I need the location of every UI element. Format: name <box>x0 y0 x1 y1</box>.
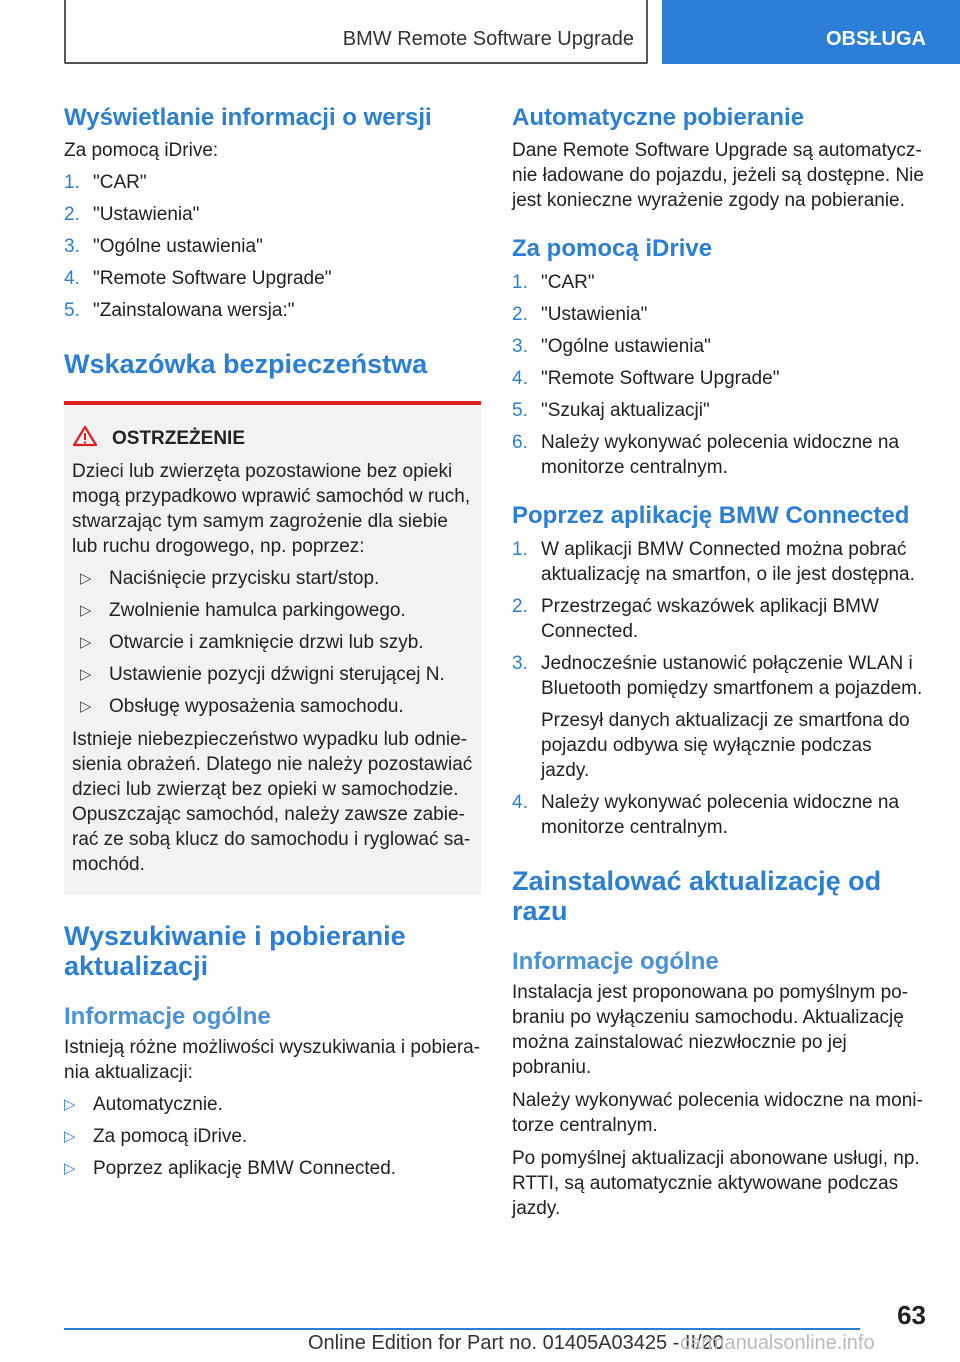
footer-divider <box>64 1328 860 1330</box>
warning-box <box>64 401 481 895</box>
bullet-triangle-icon: ▷ <box>80 666 92 683</box>
bullet-triangle-icon: ▷ <box>80 570 92 587</box>
bullet-triangle-icon: ▷ <box>64 1096 76 1113</box>
list-item: 2. "Ustawienia" <box>64 204 200 225</box>
version-intro: Za pomocą iDrive: <box>64 140 219 161</box>
list-item: 4. "Remote Software Upgrade" <box>64 268 332 289</box>
install-paragraph: Po pomyślnej aktualizacji abonowane usługi, np. RTTI, są automatycznie aktywowane podczas jazdy. <box>512 1148 920 1219</box>
header-title: BMW Remote Software Upgrade <box>342 28 634 50</box>
version-heading: Wyświetlanie informacji o wersji <box>64 104 432 131</box>
list-item: 1. "CAR" <box>64 172 147 193</box>
safety-heading: Wskazówka bezpieczeństwa <box>64 349 428 379</box>
install-subheading: Informacje ogólne <box>512 948 719 975</box>
search-text: Istnieją różne możliwości wyszukiwania i pobierania aktualizacji: <box>64 1037 481 1083</box>
list-item: ▷ Poprzez aplikację BMW Connected. <box>64 1158 397 1179</box>
list-item: ▷ Naciśnięcie przycisku start/stop. <box>80 568 380 589</box>
list-item: 4. Należy wykonywać polecenia widoczne na monitorze centralnym. <box>512 792 900 838</box>
idrive-steps <box>512 270 924 480</box>
search-bullets <box>64 1092 481 1181</box>
list-item: 5. "Szukaj aktualizacji" <box>512 400 710 421</box>
list-item: ▷ Za pomocą iDrive. <box>64 1126 248 1147</box>
list-item: ▷ Zwolnienie hamulca parkingowego. <box>80 600 406 621</box>
list-item: 6. Należy wykonywać polecenia widoczne na monitorze centralnym. <box>512 432 900 478</box>
bullet-triangle-icon: ▷ <box>80 634 92 651</box>
bullet-triangle-icon: ▷ <box>80 698 92 715</box>
idrive-heading: Za pomocą iDrive <box>512 235 713 262</box>
list-item: 3. "Ogólne ustawienia" <box>512 336 711 357</box>
list-item: 1. W aplikacji BMW Connected można pobrać aktualizację na smartfon, o ile jest dostępna. <box>512 539 915 585</box>
section-tab <box>662 0 960 64</box>
bullet-triangle-icon: ▷ <box>80 602 92 619</box>
page-number: 63 <box>897 1300 926 1330</box>
install-paragraph: Należy wykonywać polecenia widoczne na monitorze centralnym. <box>512 1090 923 1136</box>
list-item: 5. "Zainstalowana wersja:" <box>64 300 295 321</box>
bullet-triangle-icon: ▷ <box>64 1160 76 1177</box>
list-item: 3. Jednocześnie ustanowić połączenie WLAN i Bluetooth pomiędzy smartfonem a pojazdem. <box>512 653 923 699</box>
app-steps <box>512 537 924 840</box>
version-steps <box>64 170 481 323</box>
auto-text: Dane Remote Software Upgrade są automatycznie ładowane do pojazdu, jeżeli są dostępne. Nie jest konieczne wyrażenie zgody na pobieranie. <box>512 140 924 211</box>
edition-text: Online Edition for Part no. 01405A03425 - II/20 <box>308 1332 724 1354</box>
list-item: ▷ Ustawienie pozycji dźwigni sterującej N. <box>80 664 445 685</box>
warning-triangle-icon <box>72 425 112 453</box>
bullet-triangle-icon: ▷ <box>64 1128 76 1145</box>
warning-bullets <box>72 566 473 719</box>
auto-heading: Automatyczne pobieranie <box>512 104 805 131</box>
list-item: 2. "Ustawienia" <box>512 304 648 325</box>
install-heading: Zainstalować aktualizację od razu <box>512 866 882 926</box>
list-item: 1. "CAR" <box>512 272 595 293</box>
list-item: 4. "Remote Software Upgrade" <box>512 368 780 389</box>
header-title-box <box>64 0 648 64</box>
list-item: ▷ Otwarcie i zamknięcie drzwi lub szyb. <box>80 632 424 653</box>
list-item: ▷ Obsługę wyposażenia samochodu. <box>80 696 404 717</box>
search-heading: Wyszukiwanie i pobieranie aktualizacji <box>64 921 406 981</box>
warning-header <box>72 425 473 453</box>
warning-text: Dzieci lub zwierzęta pozostawione bez opieki mogą przypadkowo wprawić samochód w ruch, stwarzając tym samym zagrożenie dla siebie lub ruchu drogowego, np. poprzez: <box>72 461 471 557</box>
watermark: carmanualsonline.info <box>680 1332 875 1354</box>
app-heading: Poprzez aplikację BMW Connected <box>512 502 910 529</box>
list-item: ▷ Automatycznie. <box>64 1094 223 1115</box>
left-column <box>64 104 481 1181</box>
right-column <box>512 104 924 1221</box>
warning-title: OSTRZEŻENIE <box>112 428 246 449</box>
warning-closing: Istnieje niebezpieczeństwo wypadku lub odniesienia obrażeń. Dlatego nie należy pozostawiać dzieci lub zwierząt bez opieki w samochodzie. Opuszczając samochód, należy zawsze zabierać ze sobą klucz do samochodu i ryglować samochód. <box>72 729 473 875</box>
list-item: Przesył danych aktualizacji ze smartfona do pojazdu odbywa się wyłącznie podczas jazdy. <box>541 710 910 781</box>
list-item: 2. Przestrzegać wskazówek aplikacji BMW Connected. <box>512 596 879 642</box>
section-tab-label: OBSŁUGA <box>826 28 926 50</box>
install-paragraph: Instalacja jest proponowana po pomyślnym pobraniu po wyłączeniu samochodu. Aktualizację można zainstalować niezwłocznie po jej pobraniu. <box>512 982 909 1078</box>
search-subheading: Informacje ogólne <box>64 1003 271 1030</box>
list-item: 3. "Ogólne ustawienia" <box>64 236 263 257</box>
